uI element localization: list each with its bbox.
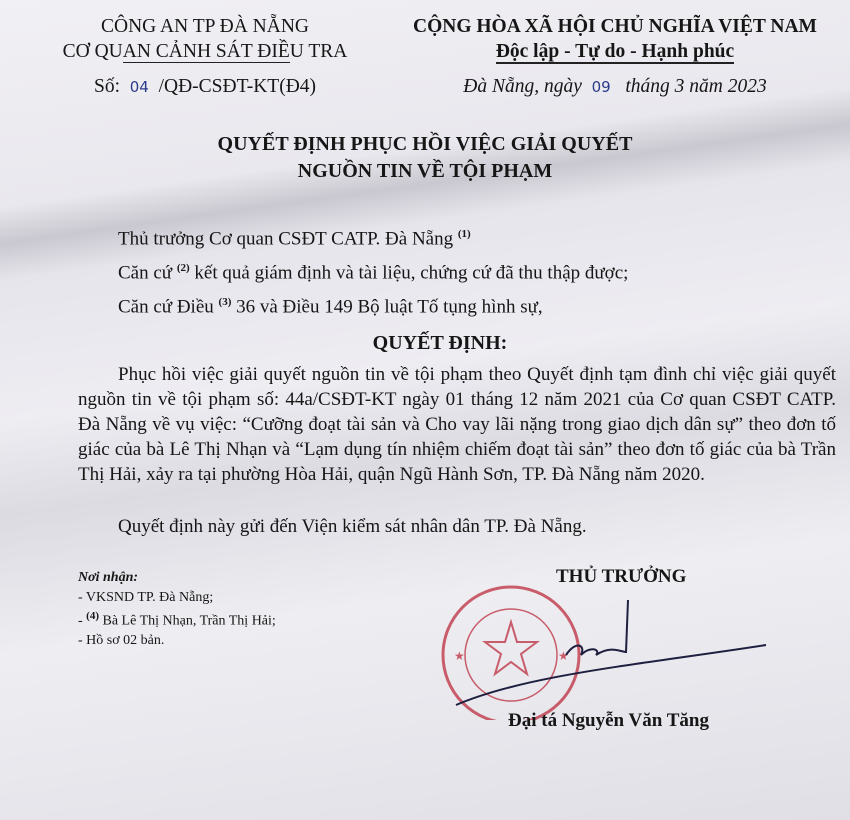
recipient-text: Bà Lê Thị Nhạn, Trần Thị Hải; <box>102 613 276 629</box>
footnote-ref: (2) <box>176 262 190 274</box>
preamble-1 <box>118 222 471 251</box>
document-date <box>395 74 835 100</box>
agency-subname-b: AN CẢNH SÁT ĐIỀ <box>122 41 290 62</box>
footnote-ref: (3) <box>218 296 232 308</box>
official-seal-and-signature <box>436 580 796 720</box>
recipient-item <box>78 607 276 631</box>
agency-subname-c: U TRA <box>289 41 348 62</box>
decision-text: Phục hồi việc giải quyết nguồn tin về tội phạm theo Quyết định tạm đình chỉ việc giải quyết nguồn tin về tội phạm số: 44a/CSĐT-KT ngày 01 tháng 12 năm 2021 của Cơ quan CSĐT CATP. Đà Nẵng về vụ việc: “Cưỡng đoạt tài sản và Cho vay lãi nặng trong giao dịch dân sự” theo đơn tố giác của bà Lê Thị Nhạn và “Lạm dụng tín nhiệm chiếm đoạt tài sản” theo đơn tố giác của bà Trần Thị Hải, xảy ra tại phường Hòa Hải, quận Ngũ Hành Sơn, TP. Đà Nẵng năm 2020. <box>78 364 836 485</box>
number-handwritten: 04 <box>129 78 149 96</box>
agency-subname-a: CƠ QU <box>62 41 123 62</box>
number-label: Số: <box>93 76 120 97</box>
agency-name: CÔNG AN TP ĐÀ NẴNG <box>100 16 310 37</box>
footnote-ref: (4) <box>86 610 99 622</box>
recipient-prefix: - <box>78 613 87 629</box>
preamble-2 <box>118 256 628 285</box>
svg-text:★: ★ <box>454 649 465 663</box>
recipient-item: - Hồ sơ 02 bản. <box>78 633 165 649</box>
document-number <box>40 74 370 100</box>
national-title: CỘNG HÒA XÃ HỘI CHỦ NGHĨA VIỆT NAM <box>413 16 817 37</box>
send-text: Quyết định này gửi đến Viện kiểm sát nhân dân TP. Đà Nẵng. <box>118 516 587 537</box>
number-suffix: /QĐ-CSĐT-KT(Đ4) <box>158 76 317 97</box>
document-title <box>0 131 850 185</box>
signature <box>456 600 766 705</box>
header-left <box>40 14 370 100</box>
footnote-ref: (1) <box>457 228 471 240</box>
preamble-text: 36 và Điều 149 Bộ luật Tố tụng hình sự, <box>231 296 543 318</box>
preamble-text: Căn cứ Điều <box>118 296 219 318</box>
national-motto: Độc lập - Tự do - Hạnh phúc <box>495 41 735 62</box>
signer-name: Đại tá Nguyễn Văn Tăng <box>508 710 709 731</box>
preamble-text: kết quả giám định và tài liệu, chứng cứ đã thu thập được; <box>189 262 629 284</box>
svg-text:★: ★ <box>558 649 569 663</box>
official-seal <box>443 587 579 720</box>
decision-heading: QUYẾT ĐỊNH: <box>372 332 508 354</box>
date-day-handwritten: 09 <box>591 78 611 96</box>
preamble-text: Thủ trưởng Cơ quan CSĐT CATP. Đà Nẵng <box>118 228 458 250</box>
recipient-item: - VKSND TP. Đà Nẵng; <box>78 589 214 605</box>
agency-subname <box>40 39 370 64</box>
signer-title: THỦ TRƯỞNG <box>556 566 687 587</box>
title-line-1: QUYẾT ĐỊNH PHỤC HỒI VIỆC GIẢI QUYẾT <box>217 133 633 155</box>
preamble-3 <box>118 290 543 319</box>
preamble-text: Căn cứ <box>118 262 177 284</box>
recipients-label: Nơi nhận: <box>78 570 139 585</box>
recipients <box>78 568 276 651</box>
date-suffix: tháng 3 năm 2023 <box>625 76 767 97</box>
header-right <box>395 14 835 100</box>
title-line-2: NGUỒN TIN VỀ TỘI PHẠM <box>297 160 553 182</box>
date-prefix: Đà Nẵng, ngày <box>463 76 582 97</box>
